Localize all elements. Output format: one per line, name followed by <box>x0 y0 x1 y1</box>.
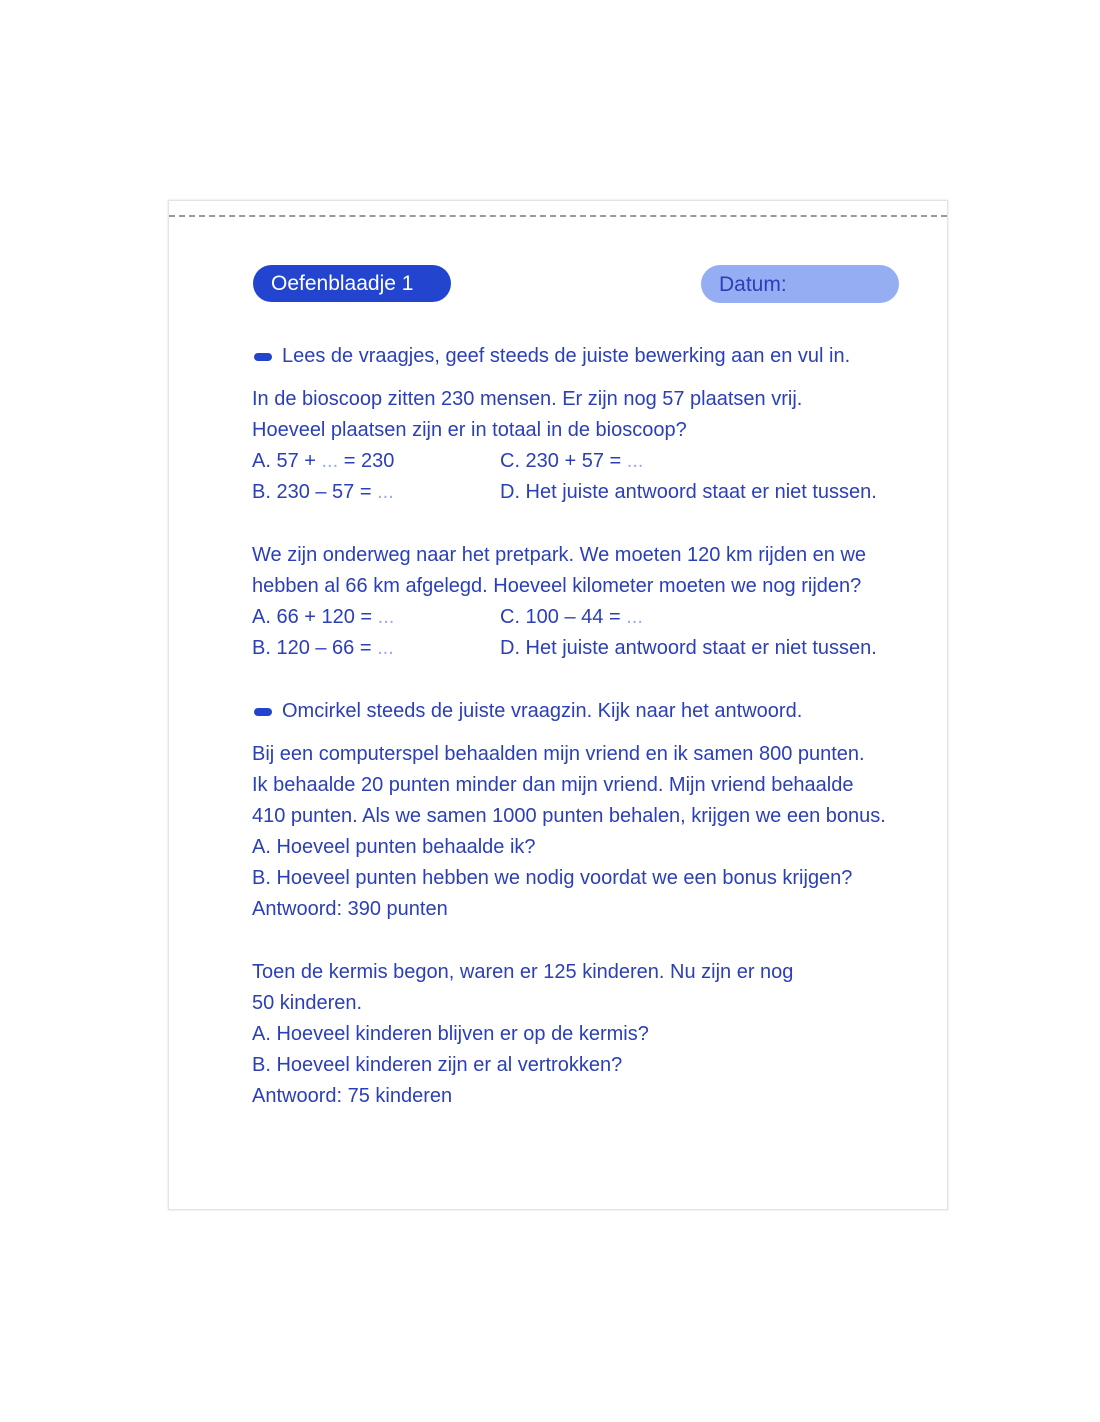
bullet-icon <box>254 708 272 716</box>
question-line: Bij een computerspel behaalden mijn vriend en ik samen 800 punten. <box>252 743 865 765</box>
blank-dots: ... <box>321 450 339 472</box>
option-a: A. 66 + 120 = ... <box>252 606 395 628</box>
option-c: C. 230 + 57 = ... <box>500 450 644 472</box>
blank-dots: ... <box>377 481 394 503</box>
options-grid <box>252 446 922 508</box>
option-d: D. Het juiste antwoord staat er niet tussen. <box>500 637 877 659</box>
blank-dots: ... <box>626 606 643 628</box>
worksheet-header <box>253 265 899 303</box>
option-a: A. 57 + ... = 230 <box>252 450 395 472</box>
question-line: Toen de kermis begon, waren er 125 kinderen. Nu zijn er nog <box>252 961 794 983</box>
date-field: Datum: <box>701 265 899 303</box>
options-grid <box>252 602 922 664</box>
worksheet-page <box>168 200 948 1210</box>
question-pretpark <box>252 540 922 664</box>
instruction-section-2 <box>252 696 922 727</box>
instruction-text: Omcirkel steeds de juiste vraagzin. Kijk naar het antwoord. <box>282 700 803 722</box>
option-b: B. 120 – 66 = ... <box>252 637 394 659</box>
instruction-text: Lees de vraagjes, geef steeds de juiste bewerking aan en vul in. <box>282 345 851 367</box>
answer-line: Antwoord: 75 kinderen <box>252 1085 453 1107</box>
blank-dots: ... <box>377 637 394 659</box>
question-option-b[interactable]: B. Hoeveel kinderen zijn er al vertrokken? <box>252 1054 623 1076</box>
question-option-a[interactable]: A. Hoeveel kinderen blijven er op de kermis? <box>252 1023 649 1045</box>
bullet-icon <box>254 353 272 361</box>
instruction-section-1 <box>252 341 922 372</box>
question-line: Ik behaalde 20 punten minder dan mijn vriend. Mijn vriend behaalde <box>252 774 854 796</box>
question-line: 50 kinderen. <box>252 992 363 1014</box>
question-option-b[interactable]: B. Hoeveel punten hebben we nodig voordat we een bonus krijgen? <box>252 867 853 889</box>
blank-dots: ... <box>377 606 395 628</box>
worksheet-title: Oefenblaadje 1 <box>253 265 451 302</box>
blank-dots: ... <box>626 450 644 472</box>
option-d: D. Het juiste antwoord staat er niet tussen. <box>500 481 877 503</box>
question-cinema <box>252 384 922 508</box>
answer-line: Antwoord: 390 punten <box>252 898 448 920</box>
question-kermis <box>252 957 922 1112</box>
question-computerspel <box>252 739 922 925</box>
question-line: We zijn onderweg naar het pretpark. We moeten 120 km rijden en we <box>252 544 867 566</box>
question-line: In de bioscoop zitten 230 mensen. Er zijn nog 57 plaatsen vrij. <box>252 388 803 410</box>
perforation-line <box>169 215 947 217</box>
question-line: Hoeveel plaatsen zijn er in totaal in de bioscoop? <box>252 419 687 441</box>
question-line: hebben al 66 km afgelegd. Hoeveel kilometer moeten we nog rijden? <box>252 575 862 597</box>
question-option-a[interactable]: A. Hoeveel punten behaalde ik? <box>252 836 536 858</box>
option-b: B. 230 – 57 = ... <box>252 481 394 503</box>
question-line: 410 punten. Als we samen 1000 punten behalen, krijgen we een bonus. <box>252 805 886 827</box>
worksheet-content <box>252 341 922 1112</box>
option-c: C. 100 – 44 = ... <box>500 606 643 628</box>
